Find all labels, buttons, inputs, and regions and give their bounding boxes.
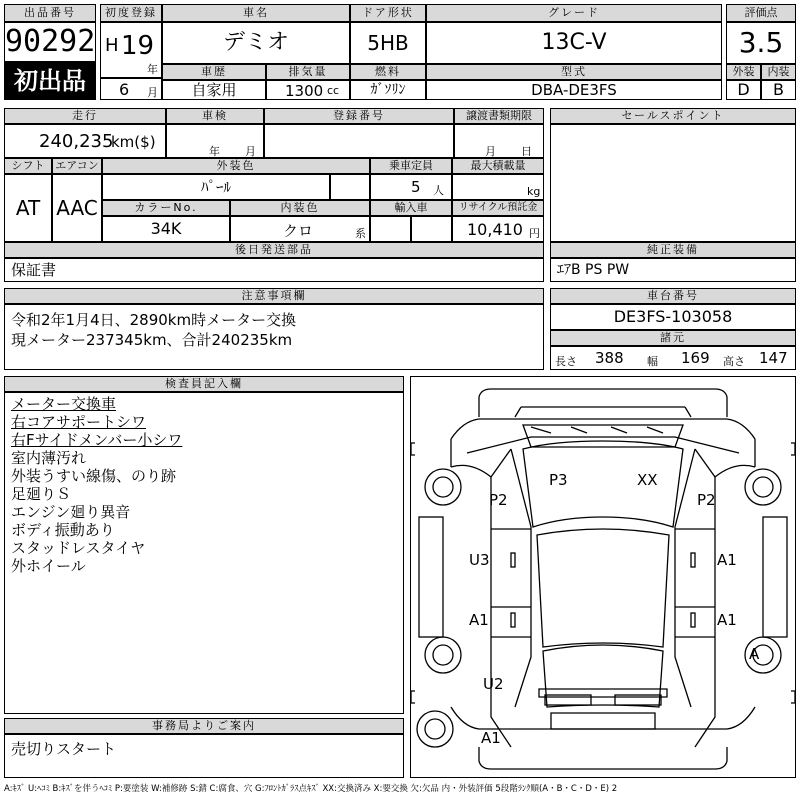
import-cell-b bbox=[411, 216, 452, 242]
insp-month-unit: 月 bbox=[245, 145, 256, 158]
fuel-label: 燃料 bbox=[350, 64, 426, 80]
model: DBA-DE3FS bbox=[426, 80, 722, 100]
inspector-label: 検査員記入欄 bbox=[4, 376, 404, 392]
max-load-label: 最大積載量 bbox=[452, 158, 544, 174]
remark-item: 外装うすい線傷、のり跡 bbox=[11, 467, 177, 485]
legend: A:ｷｽﾞ U:ﾍｺﾐ B:ｷｽﾞを伴うﾍｺﾐ P:要塗装 W:補修跡 S:錆 C:腐食、穴 G:ﾌﾛﾝﾄｶﾞﾗｽ点ｷｽﾞ XX:交換済み X:要交換 欠:欠品 内・外装評価 5段階ﾗﾝｸ順(A・B・C・D・E) 2 bbox=[4, 784, 618, 794]
damage-code-p3: P3 bbox=[549, 471, 568, 489]
interior-score-label: 内装 bbox=[761, 64, 796, 80]
fuel: ｶﾞｿﾘﾝ bbox=[350, 80, 426, 100]
color-no: 34K bbox=[102, 216, 230, 242]
import-cell-a bbox=[370, 216, 411, 242]
car-name-label: 車名 bbox=[162, 4, 350, 22]
remark-item: ボディ振動あり bbox=[11, 521, 115, 539]
mileage-cell bbox=[4, 124, 166, 158]
car-name: デミオ bbox=[162, 22, 350, 64]
remark-item: 右Fサイドメンバー小シワ bbox=[11, 431, 183, 449]
recycle-cell bbox=[452, 216, 544, 242]
notes-line-1: 令和2年1月4日、2890km時メーター交換 bbox=[11, 311, 297, 329]
reg-year-unit: 年 bbox=[147, 63, 158, 76]
grade: 13C-V bbox=[426, 22, 722, 64]
reg-month: 6 bbox=[119, 80, 130, 99]
later-parts: 保証書 bbox=[4, 258, 544, 282]
later-parts-label: 後日発送部品 bbox=[4, 242, 544, 258]
history-label: 車歴 bbox=[162, 64, 266, 80]
reg-month-unit: 月 bbox=[147, 86, 158, 99]
width: 169 bbox=[681, 349, 710, 367]
shift: AT bbox=[4, 174, 52, 242]
genuine-label: 純正装備 bbox=[550, 242, 796, 258]
mileage-label: 走行 bbox=[4, 108, 166, 124]
remark-item: エンジン廻り異音 bbox=[11, 503, 131, 521]
max-load-unit: kg bbox=[527, 185, 541, 198]
transfer-day-unit: 日 bbox=[521, 145, 532, 158]
first-reg-label: 初度登録 bbox=[100, 4, 162, 22]
damage-code-u3: U3 bbox=[469, 551, 490, 569]
score: 3.5 bbox=[726, 22, 796, 64]
height: 147 bbox=[759, 349, 788, 367]
exterior-score: D bbox=[726, 80, 761, 100]
specs-label: 諸元 bbox=[550, 330, 796, 346]
capacity-cell bbox=[370, 174, 452, 200]
damage-code-a1-right-lower: A1 bbox=[717, 611, 737, 629]
ext-color-label: 外装色 bbox=[102, 158, 370, 174]
transfer-month-unit: 月 bbox=[485, 145, 496, 158]
ext-color-extra bbox=[330, 174, 370, 200]
inspection-label: 車検 bbox=[166, 108, 264, 124]
notes-cell bbox=[4, 304, 544, 370]
office-notice: 売切りスタート bbox=[4, 734, 404, 778]
damage-code-xx: XX bbox=[637, 471, 658, 489]
specs-cell bbox=[550, 346, 796, 370]
remark-item: メーター交換車 bbox=[11, 395, 117, 413]
door-type: 5HB bbox=[350, 22, 426, 64]
era-letter: H bbox=[105, 35, 119, 56]
height-label: 高さ bbox=[723, 355, 745, 368]
transfer-cell bbox=[454, 124, 544, 158]
sales-point-cell bbox=[550, 124, 796, 242]
recycle: 10,410 bbox=[467, 220, 523, 239]
first-reg-cell bbox=[100, 22, 162, 78]
interior-score: B bbox=[761, 80, 796, 100]
recycle-label: リサイクル預託金 bbox=[452, 200, 544, 216]
displacement-unit: cc bbox=[327, 84, 340, 97]
capacity-unit: 人 bbox=[433, 184, 444, 197]
reg-year: 19 bbox=[121, 31, 155, 61]
inspection-cell bbox=[166, 124, 264, 158]
width-label: 幅 bbox=[647, 355, 658, 368]
history: 自家用 bbox=[162, 80, 266, 100]
lot-no-label: 出品番号 bbox=[4, 4, 96, 22]
grade-label: グレード bbox=[426, 4, 722, 22]
import-label: 輸入車 bbox=[370, 200, 452, 216]
car-outline-svg bbox=[411, 377, 795, 777]
chassis-label: 車台番号 bbox=[550, 288, 796, 304]
exterior-score-label: 外装 bbox=[726, 64, 761, 80]
office-label: 事務局よりご案内 bbox=[4, 718, 404, 734]
damage-diagram bbox=[410, 376, 796, 778]
int-color-suffix: 系 bbox=[355, 227, 366, 240]
ext-color: ﾊﾟｰﾙ bbox=[102, 174, 330, 200]
genuine-equipment: ｴｱB PS PW bbox=[550, 258, 796, 282]
capacity-label: 乗車定員 bbox=[370, 158, 452, 174]
ac: AAC bbox=[52, 174, 102, 242]
transfer-label: 譲渡書類期限 bbox=[454, 108, 544, 124]
damage-code-a-wheel: A bbox=[749, 645, 760, 663]
shift-label: シフト bbox=[4, 158, 52, 174]
remark-item: 室内薄汚れ bbox=[11, 449, 87, 467]
int-color: クロ bbox=[283, 222, 314, 240]
length-label: 長さ bbox=[555, 355, 577, 368]
reg-month-cell bbox=[100, 78, 162, 100]
ac-label: エアコン bbox=[52, 158, 102, 174]
remark-item: 足廻りＳ bbox=[11, 485, 72, 503]
remark-item: スタッドレスタイヤ bbox=[11, 539, 146, 557]
damage-code-p2-left: P2 bbox=[489, 491, 508, 509]
notes-label: 注意事項欄 bbox=[4, 288, 544, 304]
damage-code-a1-right-mid: A1 bbox=[717, 551, 737, 569]
damage-code-a1-bottom: A1 bbox=[481, 729, 501, 747]
displacement-label: 排気量 bbox=[266, 64, 350, 80]
insp-year-unit: 年 bbox=[209, 145, 220, 158]
reg-no-cell bbox=[264, 124, 454, 158]
score-label: 評価点 bbox=[726, 4, 796, 22]
int-color-label: 内装色 bbox=[230, 200, 370, 216]
damage-code-a1-left-lower: A1 bbox=[469, 611, 489, 629]
lot-no: 90292 bbox=[4, 22, 96, 62]
sales-point-label: セールスポイント bbox=[550, 108, 796, 124]
remark-item: 外ホイール bbox=[11, 557, 86, 575]
max-load-cell bbox=[452, 174, 544, 200]
color-no-label: カラーNo. bbox=[102, 200, 230, 216]
mileage: 240,235 bbox=[39, 131, 114, 152]
reg-no-label: 登録番号 bbox=[264, 108, 454, 124]
damage-code-u2: U2 bbox=[483, 675, 504, 693]
length: 388 bbox=[595, 349, 624, 367]
displacement: 1300 bbox=[285, 82, 324, 100]
notes-line-2: 現メーター237345km、合計240235km bbox=[11, 331, 293, 349]
model-label: 型式 bbox=[426, 64, 722, 80]
damage-code-p2-right: P2 bbox=[697, 491, 716, 509]
capacity: 5 bbox=[411, 178, 421, 196]
chassis-no: DE3FS-103058 bbox=[550, 304, 796, 330]
inspector-remarks bbox=[4, 392, 404, 714]
recycle-unit: 円 bbox=[529, 227, 540, 240]
mileage-unit: km($) bbox=[111, 133, 156, 151]
remark-item: 右コアサポートシワ bbox=[11, 413, 147, 431]
int-color-cell bbox=[230, 216, 370, 242]
first-listing-badge: 初出品 bbox=[4, 62, 96, 100]
displacement-cell bbox=[266, 80, 350, 100]
door-label: ドア形状 bbox=[350, 4, 426, 22]
